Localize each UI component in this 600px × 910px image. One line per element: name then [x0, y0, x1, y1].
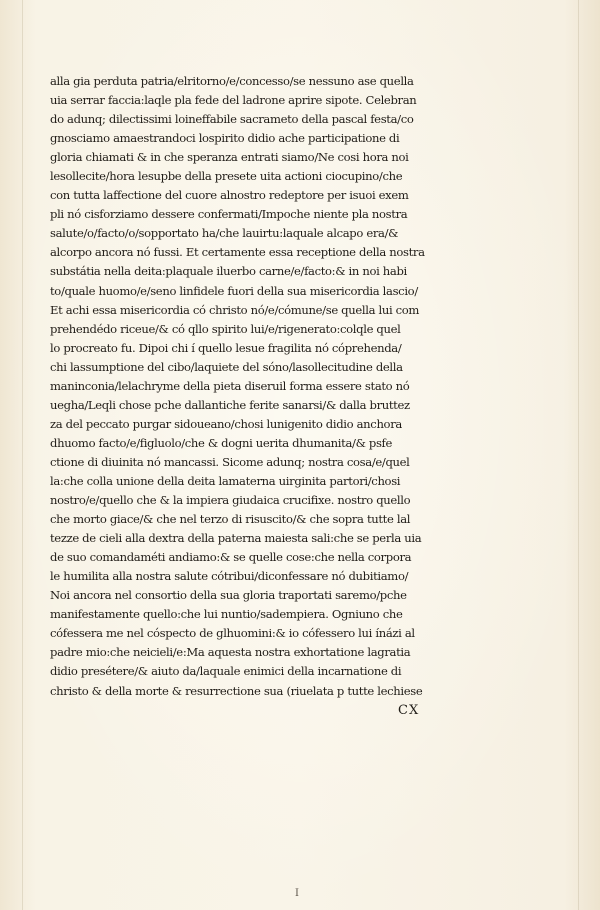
text-line: gloria chiamati & in che speranza entrati siamo/Ne cosi hora noi	[50, 150, 409, 165]
body-text	[50, 72, 465, 701]
text-line: padre mio:che neicieli/e:Ma aquesta nostra exhortatione lagratia	[50, 645, 411, 660]
text-line: uia serrar faccia:laqle pla fede del ladrone aprire sipote. Celebran	[50, 93, 417, 108]
text-line: prehendédo riceue/& có qllo spirito lui/e/rigenerato:colqle quel	[50, 321, 401, 336]
text-line: de suo comandaméti andiamo:& se quelle cose:che nella corpora	[50, 550, 412, 565]
text-line: le humilita alla nostra salute cótribui/diconfessare nó dubitiamo/	[50, 569, 409, 584]
text-line: substátia nella deita:plaquale iluerbo carne/e/facto:& in noi habi	[50, 264, 407, 279]
left-margin-shadow	[22, 0, 23, 910]
text-line: manifestamente quello:che lui nuntio/sadempiera. Ogniuno che	[50, 607, 403, 622]
text-line: alla gia perduta patria/elritorno/e/concesso/se nessuno ase quella	[50, 74, 414, 88]
text-line: do adunq; dilectissimi loineffabile sacrameto della pascal festa/co	[50, 112, 414, 127]
text-line: che morto giace/& che nel terzo di risuscito/& che sopra tutte lal	[50, 512, 411, 527]
text-line: Noi ancora nel consortio della sua gloria traportati saremo/pche	[50, 588, 407, 603]
text-line: christo & della morte & resurrectione sua (riuelata p tutte lechiese	[50, 683, 423, 698]
text-line: za del peccato purgar sidoueano/chosi lunigenito didio anchora	[50, 416, 402, 431]
text-line: to/quale huomo/e/seno linfidele fuori della sua misericordia lascio/	[50, 283, 418, 298]
text-line: pli nó cisforziamo dessere confermati/Impoche niente pla nostra	[50, 207, 408, 222]
text-line: ctione di diuinita nó mancassi. Sicome adunq; nostra cosa/e/quel	[50, 454, 410, 469]
text-line: cófessera me nel cóspecto de glhuomini:& io cófessero lui ínázi al	[50, 626, 415, 641]
text-line: salute/o/facto/o/sopportato ha/che lauirtu:laquale alcapo era/&	[50, 226, 399, 241]
right-margin-shadow	[578, 0, 579, 910]
text-line: uegha/Leqli chose pche dallantiche ferite sanarsi/& dalla bruttez	[50, 397, 410, 412]
text-line: maninconia/lelachryme della pieta diseruil forma essere stato nó	[50, 378, 410, 393]
text-line: lesollecite/hora lesupbe della presete uita actioni ciocupino/che	[50, 169, 403, 184]
text-line: con tutta laffectione del cuore alnostro redeptore per isuoi exem	[50, 188, 409, 203]
text-line: Et achi essa misericordia có christo nó/e/cómune/se quella lui com	[50, 302, 420, 317]
text-line: lo procreato fu. Dipoi chi í quello lesue fragilita nó cóprehenda/	[50, 340, 402, 355]
text-line: dhuomo facto/e/figluolo/che & dogni uerita dhumanita/& psfe	[50, 435, 392, 450]
text-line: nostro/e/quello che & la impiera giudaica crucifixe. nostro quello	[50, 493, 411, 508]
text-line: alcorpo ancora nó fussi. Et certamente essa receptione della nostra	[50, 245, 425, 260]
page-mark: I	[295, 888, 299, 899]
text-line: didio presétere/& aiuto da/laquale enimici della incarnatione di	[50, 664, 402, 679]
text-line: gnosciamo amaestrandoci lospirito didio ache participatione di	[50, 131, 400, 146]
folio-number: CX	[398, 703, 420, 718]
text-line: tezze de cieli alla dextra della paterna maiesta sali:che se perla uia	[50, 531, 422, 546]
text-line: la:che colla unione della deita lamaterna uirginita partori/chosi	[50, 473, 401, 488]
text-line: chi lassumptione del cibo/laquiete del sóno/lasollecitudine della	[50, 359, 403, 374]
